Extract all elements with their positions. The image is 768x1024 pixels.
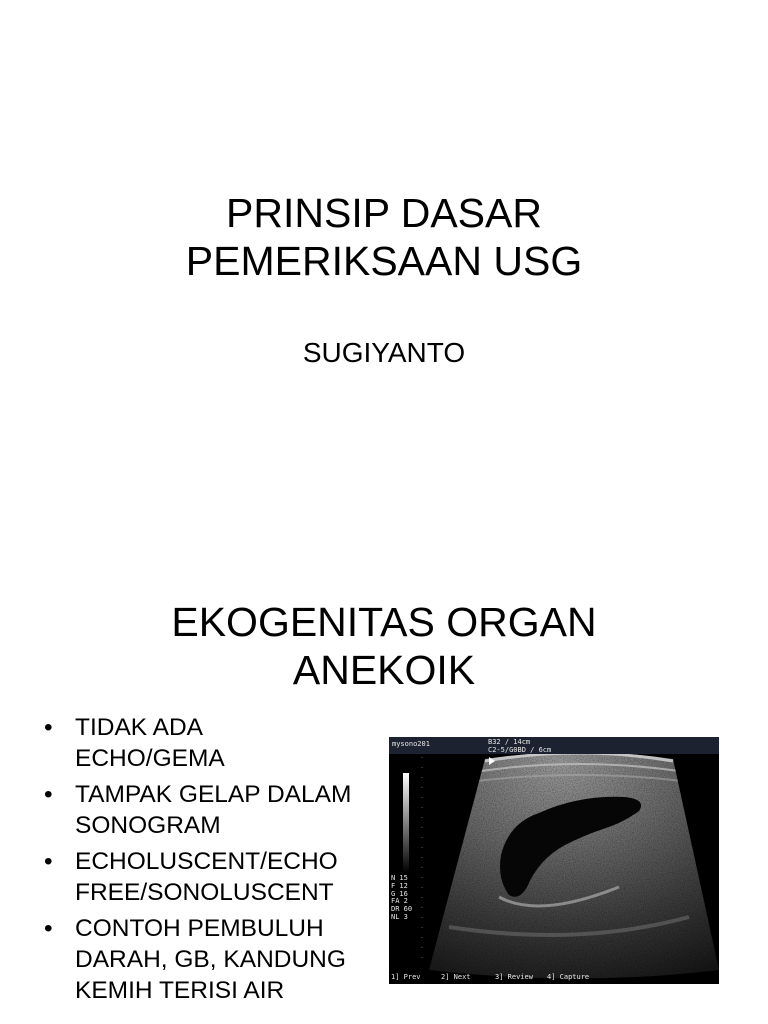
ultrasound-scan-graphic: [389, 737, 719, 984]
bullet-marker: •: [44, 915, 53, 942]
bullet-list: [44, 712, 384, 1011]
ultrasound-site-label: mysono201: [392, 740, 430, 748]
bullet-text-line: DARAH, GB, KANDUNG: [75, 946, 346, 973]
footer-label-review: 3] Review: [495, 973, 533, 981]
bullet-text-line: ECHO/GEMA: [75, 745, 225, 772]
scan-fan: [389, 737, 719, 984]
slide-title: [0, 598, 768, 694]
author-subtitle: SUGIYANTO: [302, 337, 466, 368]
bullet-text-line: ECHOLUSCENT/ECHO: [75, 848, 338, 875]
slide-title-line-2: PEMERIKSAAN USG: [185, 238, 583, 284]
slide-title: [0, 189, 768, 285]
bullet-text-line: CONTOH PEMBULUH: [75, 915, 324, 942]
param-line: F 12: [391, 881, 408, 890]
bullet-text-line: FREE/SONOLUSCENT: [75, 879, 334, 906]
footer-label-capture: 4] Capture: [547, 973, 590, 981]
content-slide: [0, 512, 768, 1024]
bullet-marker: •: [44, 714, 53, 741]
param-line: DR 60: [391, 905, 413, 914]
ultrasound-probe-label: C2-5/G0BD / 6cm: [488, 746, 552, 754]
slide-title-line-1: EKOGENITAS ORGAN: [171, 599, 597, 645]
footer-label-prev: 1] Prev: [391, 973, 421, 981]
grayscale-bar: [403, 773, 409, 873]
bullet-text-line: TIDAK ADA: [75, 714, 203, 741]
footer-label-next: 2] Next: [441, 973, 471, 981]
ultrasound-image: [389, 737, 719, 984]
ultrasound-params: [391, 875, 412, 922]
param-line: NL 3: [391, 912, 408, 921]
ultrasound-probe-label: B32 / 14cm: [488, 738, 531, 746]
param-line: N 15: [391, 874, 408, 882]
slide-title-line-2: ANEKOIK: [292, 647, 476, 693]
bullet-marker: •: [44, 848, 53, 875]
param-line: FA 2: [391, 897, 408, 906]
bullet-marker: •: [44, 781, 53, 808]
ultrasound-footer: [389, 970, 719, 984]
bullet-item: [44, 779, 384, 841]
bullet-text-line: TAMPAK GELAP DALAM: [75, 781, 352, 808]
slide-title-line-1: PRINSIP DASAR: [226, 190, 542, 236]
bullet-item: [44, 846, 384, 908]
bullet-item: [44, 712, 384, 774]
bullet-text-line: SONOGRAM: [75, 812, 221, 839]
param-line: G 16: [391, 889, 408, 898]
bullet-text-line: KEMIH TERISI AIR: [75, 977, 285, 1004]
bullet-item: [44, 913, 384, 1006]
ultrasound-header-bar: [389, 737, 719, 754]
